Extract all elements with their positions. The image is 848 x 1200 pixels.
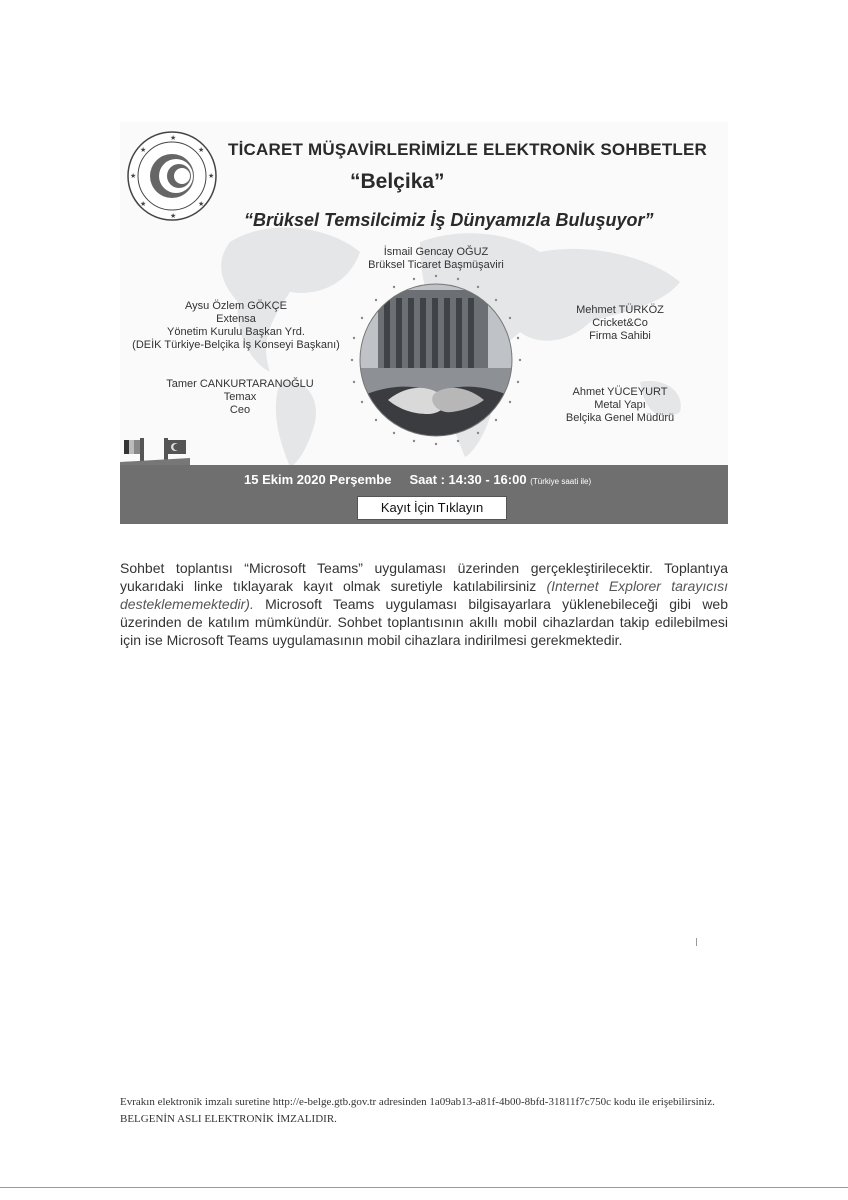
speaker-name: Aysu Özlem GÖKÇE [185,300,287,312]
svg-text:★: ★ [130,173,137,180]
browser-note: (Internet Explorer tarayıcısı desteklememektedir). [120,578,729,612]
speaker-role: Yönetim Kurulu Başkan Yrd. [167,326,305,338]
svg-text:★: ★ [170,135,177,142]
speaker-company: Metal Yapı [594,399,646,411]
speaker-extra: (DEİK Türkiye-Belçika İş Konseyi Başkanı) [132,339,340,351]
page-bottom-rule [0,1187,848,1188]
footer-notice: BELGENİN ASLI ELEKTRONİK İMZALIDIR. [120,1113,337,1125]
svg-text:★: ★ [140,147,147,154]
flags-icon [120,432,190,468]
svg-text:★: ★ [198,147,205,154]
speaker-name: İsmail Gencay OĞUZ [383,246,489,258]
banner-title: TİCARET MÜŞAVİRLERİMİZLE ELEKTRONİK SOHBETLER [228,140,708,159]
speaker-company: Extensa [216,313,256,325]
speaker-center [346,246,526,272]
speaker-company: Temax [223,391,257,403]
svg-text:★: ★ [208,173,215,180]
paragraph-part2: Microsoft Teams uygulaması bilgisayarlara yüklenebileceği gibi web üzerinden de katılım mümkündür. Sohbet toplantısının akıllı mobil cihazlardan takip edilebilmesi için ise Microsoft Teams uygulamasının mobil cihazlara indirilmesi gerekmektedir. [120,596,728,648]
speaker-role: Firma Sahibi [589,330,651,342]
footer [120,1094,760,1128]
event-date: 15 Ekim 2020 Perşembe [244,472,392,487]
ministry-logo [126,130,218,222]
paragraph-part1: Sohbet toplantısı “Microsoft Teams” uygulaması üzerinden gerçekleştirilecektir. Toplantıya yukarıdaki linke tıklayarak kayıt olmak suretiyle katılabilirsiniz [120,560,728,594]
event-time-note: (Türkiye saati ile) [530,477,592,486]
speaker-name: Ahmet YÜCEYURT [572,386,668,398]
speaker-role: Brüksel Ticaret Başmüşaviri [368,259,504,271]
svg-text:★: ★ [140,201,147,208]
footer-verification: Evrakın elektronik imzalı suretine http://e-belge.gtb.gov.tr adresinden 1a09ab13-a81f-4b00-8bfd-31811f7c750c kodu ile erişebilirsiniz. [120,1096,715,1108]
svg-text:★: ★ [198,201,205,208]
banner-country: “Belçika” [350,170,445,193]
speaker-left-1 [120,300,352,352]
event-datetime [244,472,591,487]
event-time: Saat : 14:30 - 16:00 [409,472,527,487]
margin-mark [696,938,697,946]
svg-text:★: ★ [170,213,177,220]
event-banner [120,122,728,524]
speaker-name: Tamer CANKURTARANOĞLU [166,378,314,390]
speaker-right-2 [520,386,720,425]
speaker-name: Mehmet TÜRKÖZ [576,304,664,316]
speaker-role: Ceo [229,404,251,416]
speaker-right-1 [520,304,720,343]
speaker-role: Belçika Genel Müdürü [565,412,675,424]
register-button[interactable]: Kayıt İçin Tıklayın [357,496,507,520]
handshake-photo [348,272,524,448]
speaker-company: Cricket&Co [592,317,648,329]
speaker-left-2 [140,378,340,417]
info-paragraph [120,559,728,649]
banner-subtitle: “Brüksel Temsilcimiz İş Dünyamızla Buluşuyor” [244,210,654,230]
